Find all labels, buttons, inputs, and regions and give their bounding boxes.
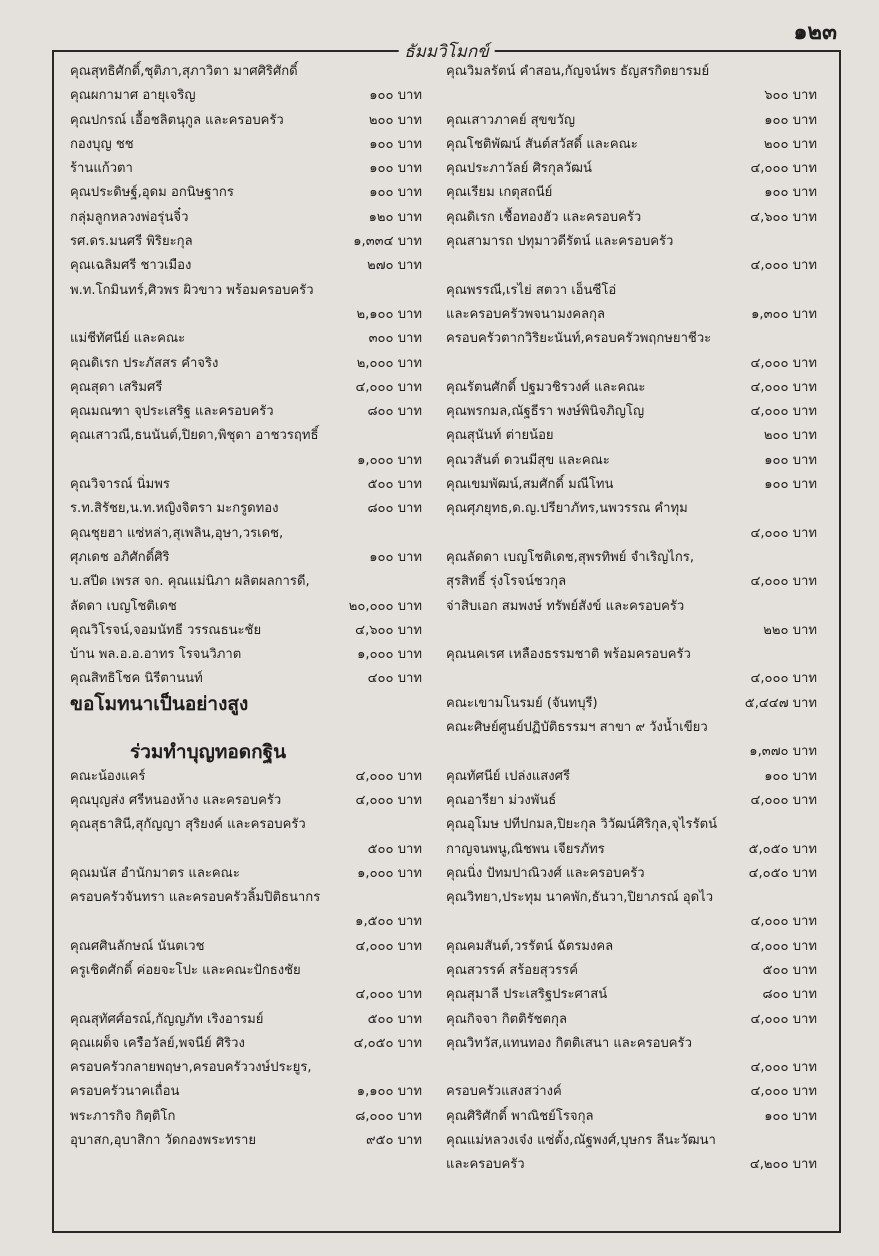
donation-amount: ๖๐๐ บาท xyxy=(764,88,817,104)
donation-amount: ๑๐๐ บาท xyxy=(369,88,422,104)
donor-entry xyxy=(70,1129,446,1153)
donor-name: คุณสิทธิโชค นิรีตานนท์ xyxy=(70,671,203,687)
donor-entry xyxy=(70,279,446,303)
donor-entry xyxy=(70,886,446,910)
donor-name: คุณกิจจา กิตติรัชตกุล xyxy=(446,1011,568,1027)
donation-amount: ๔,๐๐๐ บาท xyxy=(750,914,817,930)
donation-amount: ๑๐๐ บาท xyxy=(764,452,817,468)
donation-amount: ๘๐๐ บาท xyxy=(762,987,817,1003)
donor-entry xyxy=(70,959,446,983)
donor-name: รศ.ดร.มนศรี พิริยะกุล xyxy=(70,234,193,250)
donor-entry xyxy=(446,1008,825,1032)
donor-entry xyxy=(446,254,825,278)
donor-name: คณะศิษย์ศูนย์ปฏิบัติธรรมฯ สาขา ๙ วังน้ำเขียว xyxy=(446,720,708,736)
donor-entry xyxy=(446,230,825,254)
donor-entry xyxy=(70,595,446,619)
donor-name: คุณผกามาศ อายุเจริญ xyxy=(70,88,196,104)
donor-entry xyxy=(446,400,825,424)
donor-entry xyxy=(70,570,446,594)
donation-amount: ๔,๐๐๐ บาท xyxy=(750,404,817,420)
donor-entry xyxy=(446,667,825,691)
donor-name: คุณดิเรก เชื้อทองฮัว และครอบครัว xyxy=(446,209,642,225)
donor-name: ร.ท.สิรัชย,น.ท.หญิงจิตรา มะกรูดทอง xyxy=(70,501,279,517)
donor-entry xyxy=(70,424,446,448)
donor-name: ลัดดา เบญโชติเดช xyxy=(70,598,177,614)
donor-name: พ.ท.โกมินทร์,ศิวพร ผิวขาว พร้อมครอบครัว xyxy=(70,282,314,298)
donation-amount: ๔,๖๐๐ บาท xyxy=(750,209,817,225)
donor-name: คุณประดิษฐ์,อุดม อกนิษฐากร xyxy=(70,185,234,201)
donation-amount: ๔,๐๐๐ บาท xyxy=(355,987,422,1003)
donor-entry xyxy=(446,813,825,837)
donor-entry xyxy=(70,522,446,546)
page-number: ๑๒๓ xyxy=(793,19,837,45)
donation-amount: ๔,๐๐๐ บาท xyxy=(355,379,422,395)
donation-amount: ๕๐๐ บาท xyxy=(367,1011,422,1027)
donor-name: คณะเขามโนรมย์ (จันทบุรี) xyxy=(446,695,598,711)
donor-entry xyxy=(446,789,825,813)
donation-amount: ๑,๓๓๔ บาท xyxy=(353,234,422,250)
donation-amount: ๔,๐๐๐ บาท xyxy=(750,792,817,808)
donation-amount: ๔,๐๐๐ บาท xyxy=(750,1060,817,1076)
donation-amount: ๔,๐๐๐ บาท xyxy=(750,938,817,954)
donation-amount: ๔,๒๐๐ บาท xyxy=(749,1157,817,1173)
donation-amount: ๔,๐๐๐ บาท xyxy=(355,768,422,784)
donor-name: แม่ชีทัศนีย์ และคณะ xyxy=(70,331,186,347)
donation-amount: ๔,๐๐๐ บาท xyxy=(750,525,817,541)
donor-name: คุณวิทยา,ประทุม นาคพัก,ธันวา,ปิยาภรณ์ อุดไว xyxy=(446,890,714,906)
donor-entry xyxy=(446,570,825,594)
donor-name: คุณแม่หลวงเจ๋ง แซ่ตั้ง,ณัฐพงศ์,บุษกร ลีนะวัฒนา xyxy=(446,1133,716,1149)
donor-entry xyxy=(70,352,446,376)
donor-entry xyxy=(446,181,825,205)
donor-entry xyxy=(446,692,825,716)
donor-name: คุณสุทัศศ์อรณ์,กัญญภัท เริงอารมย์ xyxy=(70,1011,264,1027)
donation-amount: ๑,๐๐๐ บาท xyxy=(357,452,422,468)
donation-amount: ๕๐๐ บาท xyxy=(762,962,817,978)
donor-name: คุณพรรณี,เรไย่ สตวา เอ็นซีโอ่ xyxy=(446,282,617,298)
donor-entry xyxy=(70,935,446,959)
section-heading-text: ร่วมทำบุญทอดกฐิน xyxy=(130,741,287,764)
donor-name: คุณวิทวัส,แทนทอง กิตติเสนา และครอบครัว xyxy=(446,1035,692,1051)
donor-entry xyxy=(70,546,446,570)
donor-entry xyxy=(446,352,825,376)
donor-entry xyxy=(70,181,446,205)
donor-name: คุณสวรรค์ สร้อยสุวรรค์ xyxy=(446,962,578,978)
donor-name: คุณเฉลิมศรี ชาวเมือง xyxy=(70,258,192,274)
donation-amount: ๔,๐๐๐ บาท xyxy=(355,938,422,954)
donor-entry xyxy=(70,376,446,400)
donor-name: คุณเสาวภาคย์ สุขขวัญ xyxy=(446,112,576,128)
donor-name: คุณวสันต์ ดวนมีสุข และคณะ xyxy=(446,452,610,468)
donor-name: คุณเสาวณี,ธนนันต์,ปิยดา,พิชุดา อาชวรฤทธิ์ xyxy=(70,428,319,444)
donor-entry xyxy=(70,1008,446,1032)
donor-name: คุณทัศนีย์ เปล่งแสงศรี xyxy=(446,768,571,784)
donor-entry xyxy=(446,109,825,133)
donor-entry xyxy=(70,84,446,108)
donor-name: คุณโชติพัฒน์ สันต์สวัสดิ์ และคณะ xyxy=(446,136,638,152)
donor-name: คุณดิเรก ประภัสสร คำจริง xyxy=(70,355,219,371)
donation-amount: ๔,๐๐๐ บาท xyxy=(750,379,817,395)
donation-amount: ๔,๐๕๐ บาท xyxy=(353,1035,422,1051)
donor-name: คุณสามารถ ปทุมาวดีรัตน์ และครอบครัว xyxy=(446,234,674,250)
donor-entry xyxy=(70,109,446,133)
donor-entry xyxy=(446,473,825,497)
donation-amount: ๑๐๐ บาท xyxy=(764,1108,817,1124)
donation-amount: ๘๐๐ บาท xyxy=(367,404,422,420)
donor-name: คุณนคเรศ เหลืองธรรมชาติ พร้อมครอบครัว xyxy=(446,647,691,663)
donor-entry xyxy=(70,1105,446,1129)
donor-name: คุณสุนันท์ ต่ายน้อย xyxy=(446,428,554,444)
donor-entry xyxy=(446,522,825,546)
donor-entry xyxy=(70,230,446,254)
donor-entry xyxy=(70,862,446,886)
donation-amount: ๕๐๐ บาท xyxy=(367,841,422,857)
donor-name: คุณมนัส อำนักมาตร และคณะ xyxy=(70,865,240,881)
donation-amount: ๑,๓๐๐ บาท xyxy=(751,306,817,322)
donor-name: คุณสุธาสินี,สุกัญญา สุริยงค์ และครอบครัว xyxy=(70,817,306,833)
donation-amount: ๑,๐๐๐ บาท xyxy=(357,865,422,881)
donor-entry xyxy=(446,497,825,521)
donor-name: บ้าน พล.อ.อ.อาทร โรจนวิภาต xyxy=(70,647,242,663)
donor-entry xyxy=(446,643,825,667)
content-frame xyxy=(52,42,841,1233)
donation-amount: ๔,๐๐๐ บาท xyxy=(750,355,817,371)
donation-amount: ๔๐๐ บาท xyxy=(367,671,422,687)
donor-entry xyxy=(446,157,825,181)
donor-entry xyxy=(446,60,825,84)
donor-entry xyxy=(446,84,825,108)
donor-name: คุณศุภยุทธ,ด.ญ.ปรียาภัทร,นพวรรณ คำทุม xyxy=(446,501,688,517)
donor-entry xyxy=(70,1032,446,1056)
donation-amount: ๑,๕๐๐ บาท xyxy=(355,914,422,930)
donor-name: คุณวิโรจน์,จอมนัทธี วรรณธนะชัย xyxy=(70,622,262,638)
donor-entry xyxy=(70,619,446,643)
donor-name: คุณวิมลรัตน์ คำสอน,กัญจน์พร ธัญสรกิตยารมย์ xyxy=(446,64,710,79)
donor-entry xyxy=(446,279,825,303)
section-heading xyxy=(70,692,446,716)
donor-name: บ.สปีด เพรส จก. คุณแม่นิภา ผลิตผลการดี, xyxy=(70,574,310,590)
donor-entry xyxy=(446,716,825,740)
donor-entry xyxy=(446,935,825,959)
donor-name: คุณสุทธิศักดิ์,ชุติภา,สุภาวิตา มาศศิริศักดิ์ xyxy=(70,64,298,79)
right-column xyxy=(446,60,825,1178)
donation-amount: ๑๐๐ บาท xyxy=(764,112,817,128)
donor-name: และครอบครัวพจนามงคลกุล xyxy=(446,306,605,322)
donor-entry xyxy=(446,595,825,619)
donor-entry xyxy=(446,910,825,934)
donor-entry xyxy=(446,424,825,448)
donor-entry xyxy=(70,327,446,351)
donor-name: คุณเรียม เกตุสถนีย์ xyxy=(446,185,553,201)
donation-amount: ๔,๐๐๐ บาท xyxy=(750,574,817,590)
donor-entry xyxy=(446,740,825,764)
donor-name: ครอบครัวจันทรา และครอบครัวลิ้มปิติธนากร xyxy=(70,890,321,906)
donor-entry xyxy=(70,667,446,691)
donor-entry xyxy=(446,376,825,400)
donor-entry xyxy=(446,886,825,910)
donor-name: ครอบครัวแสงสว่างค์ xyxy=(446,1084,562,1100)
donation-amount: ๑,๐๐๐ บาท xyxy=(357,647,422,663)
donor-name: คุณประภาวัลย์ ศิรกุลวัฒน์ xyxy=(446,161,592,177)
donor-entry xyxy=(70,838,446,862)
donor-name: คุณศศินลักษณ์ นันตเวช xyxy=(70,938,205,954)
donor-name: ครอบครัวนาคเถื่อน xyxy=(70,1084,180,1100)
donation-amount: ๑๒๐ บาท xyxy=(368,209,422,225)
donation-amount: ๔,๐๐๐ บาท xyxy=(750,258,817,274)
donor-name: อุบาสก,อุบาสิกา วัดกองพระทราย xyxy=(70,1133,256,1149)
donor-name: คุณรัตนศักดิ์ ปฐมวชิรวงศ์ และคณะ xyxy=(446,379,646,395)
donor-entry xyxy=(70,910,446,934)
donation-amount: ๑๐๐ บาท xyxy=(764,768,817,784)
donor-entry xyxy=(70,813,446,837)
donor-name: กลุ่มลูกหลวงพ่อรุ่นจิ๋ว xyxy=(70,209,189,225)
donor-name: กองบุญ ชช xyxy=(70,136,134,152)
donor-entry xyxy=(70,1080,446,1104)
donor-entry xyxy=(446,838,825,862)
donor-entry xyxy=(446,1105,825,1129)
donor-name: คุณวิจารณ์ นิ่มพร xyxy=(70,477,170,493)
donation-amount: ๒๒๐ บาท xyxy=(763,622,817,638)
donor-entry xyxy=(446,546,825,570)
donor-entry xyxy=(70,497,446,521)
section-heading-text: ขอโมทนาเป็นอย่างสูง xyxy=(70,692,249,715)
donor-entry xyxy=(446,1080,825,1104)
donor-entry xyxy=(446,983,825,1007)
donation-amount: ๕,๐๕๐ บาท xyxy=(748,841,817,857)
donor-entry xyxy=(446,303,825,327)
donor-name: ครอบครัวกลายพฤษา,ครอบครัววงษ์ประยูร, xyxy=(70,1060,312,1076)
donation-amount: ๑,๑๐๐ บาท xyxy=(356,1084,422,1100)
running-header: ธัมมวิโมกข์ xyxy=(398,38,495,65)
donor-entry xyxy=(446,765,825,789)
donation-amount: ๔,๐๐๐ บาท xyxy=(750,161,817,177)
donor-entry xyxy=(70,303,446,327)
donor-name: คุณปกรณ์ เอื้อชลิตนุกูล และครอบครัว xyxy=(70,112,284,128)
donor-entry xyxy=(70,254,446,278)
donor-entry xyxy=(70,449,446,473)
donation-amount: ๒๐๐ บาท xyxy=(763,428,817,444)
donor-name: คุณศิริศักดิ์ พาณิชย์โรจกุล xyxy=(446,1108,594,1124)
donation-amount: ๘,๐๐๐ บาท xyxy=(355,1108,422,1124)
donor-entry xyxy=(70,1056,446,1080)
donation-amount: ๔,๐๐๐ บาท xyxy=(750,1084,817,1100)
donor-name: คณะน้องแคร์ xyxy=(70,768,146,784)
donation-amount: ๒๐,๐๐๐ บาท xyxy=(348,598,422,614)
donation-amount: ๒,๐๐๐ บาท xyxy=(356,355,422,371)
donor-name: คุณสุมาลี ประเสริฐประศาสน์ xyxy=(446,987,608,1003)
donor-entry xyxy=(70,716,446,740)
left-column xyxy=(70,60,446,1153)
donation-amount: ๔,๐๐๐ บาท xyxy=(750,671,817,687)
donation-amount: ๒๐๐ บาท xyxy=(763,136,817,152)
donor-name: คุณพรกมล,ณัฐธีรา พงษ์พินิจภิญโญ xyxy=(446,404,645,420)
donation-amount: ๙๕๐ บาท xyxy=(366,1133,422,1149)
donation-amount: ๒๗๐ บาท xyxy=(367,258,422,274)
donor-name: คุณเผด็จ เครือวัลย์,พจนีย์ ศิริวง xyxy=(70,1035,245,1051)
donation-amount: ๘๐๐ บาท xyxy=(367,501,422,517)
donor-entry xyxy=(446,959,825,983)
donor-entry xyxy=(70,157,446,181)
section-heading xyxy=(70,740,446,764)
donor-name: คุณบุญส่ง ศรีหนองห้าง และครอบครัว xyxy=(70,792,282,808)
donation-amount: ๕,๔๔๗ บาท xyxy=(744,695,817,711)
donation-amount: ๑๐๐ บาท xyxy=(369,161,422,177)
donor-name: ศุภเดช อภิศักดิ์ศิริ xyxy=(70,549,170,565)
donor-name: และครอบครัว xyxy=(446,1157,525,1173)
donation-amount: ๑๐๐ บาท xyxy=(369,185,422,201)
donor-entry xyxy=(446,206,825,230)
donor-entry xyxy=(446,1032,825,1056)
donor-name: ร้านแก้วตา xyxy=(70,161,133,177)
donor-name: คุณเขมพัฒน์,สมศักดิ์ มณีโทน xyxy=(446,477,614,493)
donor-entry xyxy=(70,983,446,1007)
donor-entry xyxy=(446,862,825,886)
donor-name: จ่าสิบเอก สมพงษ์ ทรัพย์สังข์ และครอบครัว xyxy=(446,598,685,614)
donor-entry xyxy=(446,619,825,643)
donor-name: คุณสุดา เสริมศรี xyxy=(70,379,163,395)
donation-amount: ๒๐๐ บาท xyxy=(368,112,422,128)
donor-name: คุณอารียา ม่วงพันธ์ xyxy=(446,792,557,808)
donor-entry xyxy=(70,765,446,789)
donation-amount: ๑,๓๗๐ บาท xyxy=(749,744,817,760)
donation-amount: ๑๐๐ บาท xyxy=(764,185,817,201)
donor-entry xyxy=(446,1056,825,1080)
donor-entry xyxy=(446,133,825,157)
donor-entry xyxy=(70,473,446,497)
donation-amount: ๔,๐๕๐ บาท xyxy=(748,865,817,881)
donation-amount: ๓๐๐ บาท xyxy=(368,331,422,347)
donation-amount: ๑๐๐ บาท xyxy=(369,136,422,152)
donor-entry xyxy=(70,789,446,813)
donor-entry xyxy=(446,1153,825,1177)
donation-amount: ๔,๖๐๐ บาท xyxy=(355,622,422,638)
donor-entry xyxy=(70,206,446,230)
donation-amount: ๑๐๐ บาท xyxy=(764,477,817,493)
donor-name: ครอบครัวตากวิริยะนันท์,ครอบครัวพฤกษยาชีวะ xyxy=(446,331,712,347)
donor-entry xyxy=(70,60,446,84)
donor-name: พระภารกิจ กิตฺติโก xyxy=(70,1108,176,1124)
donor-name: คุณชุยฮา แซ่หล่า,สุเพลิน,อุษา,วรเดช, xyxy=(70,525,284,541)
donor-entry xyxy=(446,449,825,473)
donor-name: คุณอุโมษ ปทีปกมล,ปิยะกุล วิวัฒน์ศิริกุล,จุไรรัตน์ xyxy=(446,817,718,833)
donation-amount: ๒,๑๐๐ บาท xyxy=(356,306,422,322)
donor-name: คุณนิ่ง ปัทมปาณิวงศ์ และครอบครัว xyxy=(446,865,645,881)
donation-amount: ๕๐๐ บาท xyxy=(367,477,422,493)
donation-amount: ๔,๐๐๐ บาท xyxy=(750,1011,817,1027)
donor-entry xyxy=(70,400,446,424)
donor-name: คุณลัดดา เบญโชติเดช,สุพรทิพย์ จำเริญไกร, xyxy=(446,549,694,565)
donation-amount: ๔,๐๐๐ บาท xyxy=(355,792,422,808)
donor-name: กาญจนพนู,ณิชพน เจียรภัทร xyxy=(446,841,605,857)
donor-name: คุณคมสันต์,วรรัตน์ ฉัตรมงคล xyxy=(446,938,614,954)
donor-entry xyxy=(446,1129,825,1153)
donor-entry xyxy=(70,133,446,157)
donor-entry xyxy=(70,643,446,667)
donor-name: คุณมณฑา จุประเสริฐ และครอบครัว xyxy=(70,404,274,420)
donor-name: สุรสิทธิ์ รุ่งโรจน์ชวกุล xyxy=(446,574,567,590)
donor-entry xyxy=(446,327,825,351)
donor-name: ครูเชิดศักดิ์ ค่อยจะโปะ และคณะปักธงชัย xyxy=(70,962,301,978)
donation-amount: ๑๐๐ บาท xyxy=(369,549,422,565)
